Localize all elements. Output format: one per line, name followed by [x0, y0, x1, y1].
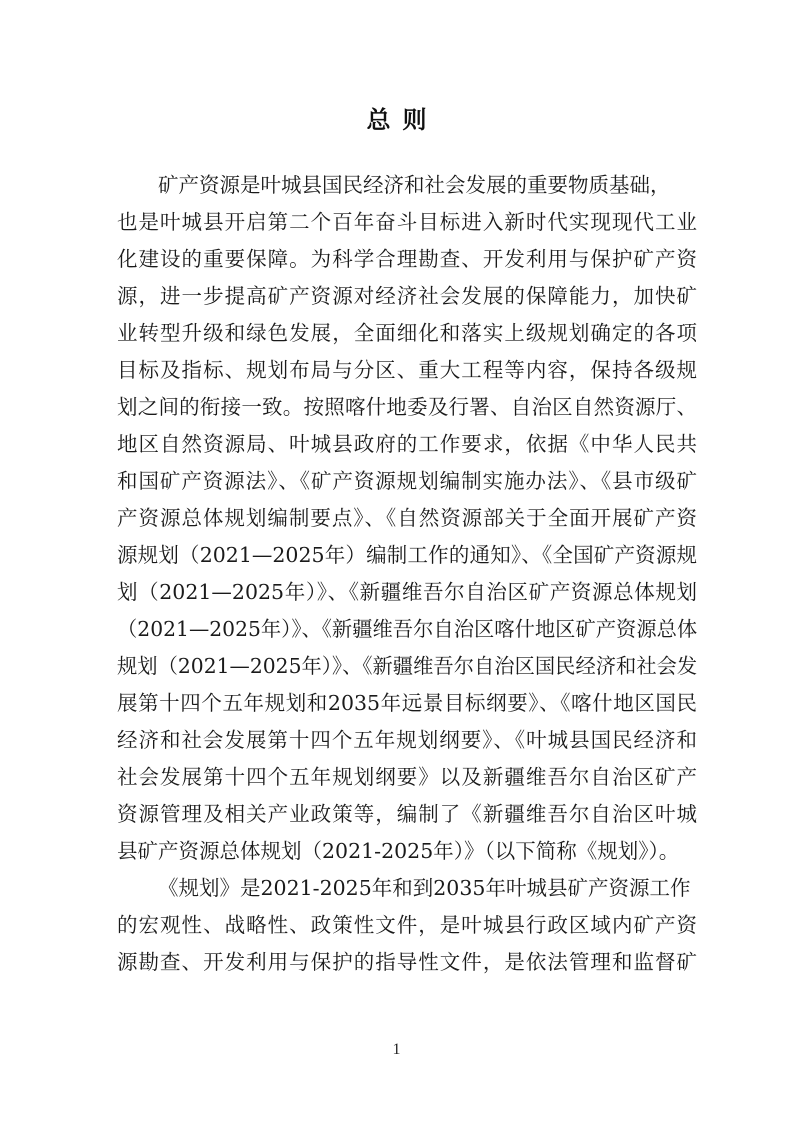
- paragraph-line: 县矿产资源总体规划（2021-2025年）》（以下简称《规划》）。: [117, 839, 680, 863]
- paragraph-line: 社会发展第十四个五年规划纲要》以及新疆维吾尔自治区矿产: [117, 765, 697, 789]
- paragraph-line: 和国矿产资源法》、《矿产资源规划编制实施办法》、《县市级矿: [117, 469, 697, 493]
- paragraph-line: 化建设的重要保障。为科学合理勘查、开发利用与保护矿产资: [117, 247, 697, 271]
- paragraph-line: 展第十四个五年规划和2035年远景目标纲要》、《喀什地区国民: [117, 691, 697, 715]
- paragraph-line: 业转型升级和绿色发展，全面细化和落实上级规划确定的各项: [117, 321, 697, 345]
- paragraph-line: 目标及指标、规划布局与分区、重大工程等内容，保持各级规: [117, 358, 697, 382]
- paragraph-line: 资源管理及相关产业政策等，编制了《新疆维吾尔自治区叶城: [117, 802, 697, 826]
- paragraph-line: 源，进一步提高矿产资源对经济社会发展的保障能力，加快矿: [117, 284, 697, 308]
- paragraph-line: 源规划（2021—2025年）编制工作的通知》、《全国矿产资源规: [117, 543, 697, 567]
- paragraph-line: 划（2021—2025年）》、《新疆维吾尔自治区矿产资源总体规划: [117, 580, 697, 604]
- paragraph-line: （2021—2025年）》、《新疆维吾尔自治区喀什地区矿产资源总体: [117, 617, 698, 641]
- paragraph-line: 矿产资源是叶城县国民经济和社会发展的重要物质基础，: [158, 173, 671, 197]
- paragraph-line: 产资源总体规划编制要点》、《自然资源部关于全面开展矿产资: [117, 506, 697, 530]
- paragraph-line: 规划（2021—2025年）》、《新疆维吾尔自治区国民经济和社会发: [117, 654, 698, 678]
- paragraph-line: 也是叶城县开启第二个百年奋斗目标进入新时代实现现代工业: [117, 210, 697, 234]
- paragraph-line: 源勘查、开发利用与保护的指导性文件，是依法管理和监督矿: [117, 950, 697, 974]
- paragraph-line: 《规划》是2021-2025年和到2035年叶城县矿产资源工作: [158, 876, 691, 900]
- paragraph-line: 经济和社会发展第十四个五年规划纲要》、《叶城县国民经济和: [117, 728, 697, 752]
- paragraph-line: 划之间的衔接一致。按照喀什地委及行署、自治区自然资源厅、: [117, 395, 697, 419]
- paragraph-line: 的宏观性、战略性、政策性文件，是叶城县行政区域内矿产资: [117, 913, 697, 937]
- page-title: 总则: [366, 106, 439, 134]
- page-number: 1: [392, 1041, 401, 1058]
- paragraph-line: 地区自然资源局、叶城县政府的工作要求，依据《中华人民共: [117, 432, 697, 456]
